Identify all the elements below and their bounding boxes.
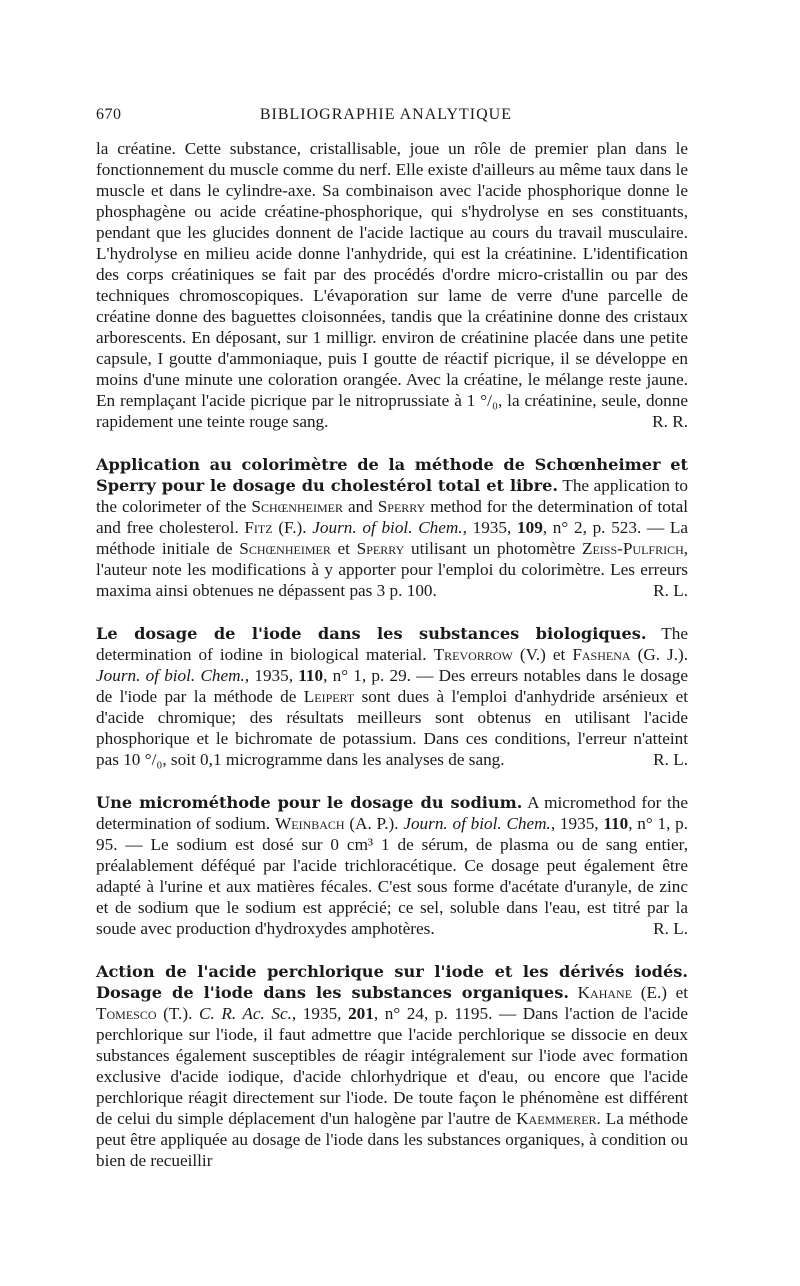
- signature: R. L.: [653, 750, 688, 769]
- entry-iodine: Le dosage de l'iode dans les substances biologiques. The determination of iodine in biological material. Trevorrow (V.) et Fashena (G. J.). Journ. of biol. Chem., 1935, 110, n° 1, p. 29. — Des erreurs notables dans le dosage de l'iode par la méthode de Leipert sont dues à l'emploi d'anhydride arsénieux et d'acide chromique; des résultats meilleurs sont obtenus en utilisant l'acide phosphorique et le bichromate de potassium. Dans ces conditions, l'erreur n'atteint pas 10 °/₀, soit 0,1 microgramme dans les analyses de sang. R. L.: [96, 624, 689, 769]
- volume-number: 110: [603, 814, 629, 833]
- volume-number: 201: [348, 1004, 374, 1023]
- entry-heading: Application au colorimètre de la méthode de Schœnheimer et Sperry pour le dosage du cholestérol total et libre.: [96, 455, 688, 495]
- author-name: Tomesco: [96, 1004, 157, 1023]
- entry-sodium: Une microméthode pour le dosage du sodium. A micromethod for the determination of sodium. Weinbach (A. P.). Journ. of biol. Chem., 1935, 110, n° 1, p. 95. — Le sodium est dosé sur 0 cm³ 1 de sérum, de plasma ou de sang entier, préalablement déféqué par l'acide trichloracétique. Ce dosage peut également être adapté à l'urine et aux matières fécales. C'est sous forme d'acétate d'uranyle, de zinc et de sodium que le sodium est apprécié; ce sel, soluble dans l'eau, est titré par la soude avec production d'hydroxydes amphotères. R. L.: [96, 793, 689, 938]
- page-number: 670: [96, 106, 122, 123]
- author-name: Fitz: [244, 518, 273, 537]
- author-name: Sperry: [377, 497, 426, 516]
- entry-heading: Une microméthode pour le dosage du sodium.: [96, 793, 523, 812]
- journal-title: Journ. of biol. Chem.: [96, 666, 245, 685]
- author-name: Fashena: [572, 645, 631, 664]
- author-name: Trevorrow: [433, 645, 513, 664]
- signature: R. L.: [653, 581, 688, 600]
- journal-title: Journ. of biol. Chem.: [403, 814, 551, 833]
- entry-heading: Action de l'acide perchlorique sur l'iode et les dérivés iodés. Dosage de l'iode dans les substances organiques.: [96, 962, 688, 1002]
- author-name: Weinbach: [275, 814, 345, 833]
- signature: R. R.: [652, 412, 688, 431]
- volume-number: 109: [517, 518, 543, 537]
- entry-perchloric: Action de l'acide perchlorique sur l'iode et les dérivés iodés. Dosage de l'iode dans les substances organiques. Kahane (E.) et Tomesco (T.). C. R. Ac. Sc., 1935, 201, n° 24, p. 1195. — Dans l'action de l'acide perchlorique sur l'iode, il faut admettre que l'acide perchlorique se dissocie en deux substances également susceptibles de réagir intégralement sur l'iode avec formation exclusive d'acide iodique, d'acide chlorhydrique et d'eau, ou encore que l'acide perchlorique réagit directement sur l'iode. De toute façon le phénomène est différent de celui du simple déplacement d'un halogène par l'autre de Kaemmerer. La méthode peut être appliquée au dosage de l'iode dans les substances organiques, à condition ou bien de recueillir: [96, 962, 689, 1170]
- author-name: Kahane: [577, 983, 633, 1002]
- author-name: Schœnheimer: [251, 497, 343, 516]
- volume-number: 110: [298, 666, 324, 685]
- running-header: [96, 106, 688, 124]
- signature: R. L.: [653, 919, 688, 938]
- journal-title: C. R. Ac. Sc.: [198, 1004, 292, 1023]
- header-title: BIBLIOGRAPHIE ANALYTIQUE: [259, 106, 512, 123]
- entry-cholesterol: Application au colorimètre de la méthode de Schœnheimer et Sperry pour le dosage du cholestérol total et libre. The application to the colorimeter of the Schœnheimer and Sperry method for the determination of total and free cholesterol. Fitz (F.). Journ. of biol. Chem., 1935, 109, n° 2, p. 523. — La méthode initiale de Schœnheimer et Sperry utilisant un photomètre Zeiss-Pulfrich, l'auteur note les modifications à y apporter pour l'emploi du colorimètre. Les erreurs maxima ainsi obtenues ne dépassent pas 3 p. 100. R. L.: [96, 455, 689, 600]
- journal-title: Journ. of biol. Chem.: [312, 518, 463, 537]
- paragraph-creatine: la créatine. Cette substance, cristallisable, joue un rôle de premier plan dans le fonctionnement du muscle comme du nerf. Elle existe d'ailleurs au même taux dans le muscle et dans le cylindre-axe. Sa combinaison avec l'acide phosphorique donne le phosphagène ou acide créatine-phosphorique, qui s'hydrolyse en ses constituants, pendant que les glucides donnent de l'acide lactique au cours du travail musculaire. L'hydrolyse en milieu acide donne l'anhydride, qui est la créatinine. L'identification des corps créatiniques se fait par des procédés d'ordre micro-cristallin ou par des techniques chromoscopiques. L'évaporation sur lame de verre d'une parcelle de créatine donne des baguettes cloisonnées, tandis que la créatinine donne des cristaux arborescents. En déposant, sur 1 milligr. environ de créatinine placée dans une petite capsule, I goutte d'ammoniaque, puis I goutte de réactif picrique, il se développe en moins d'une minute une coloration orangée. Avec la créatine, le mélange reste jaune. En remplaçant l'acide picrique par le nitroprussiate à 1 °/₀, la créatinine, seule, donne rapidement une teinte rouge sang. R. R.: [96, 139, 688, 431]
- entry-heading: Le dosage de l'iode dans les substances biologiques.: [96, 624, 647, 643]
